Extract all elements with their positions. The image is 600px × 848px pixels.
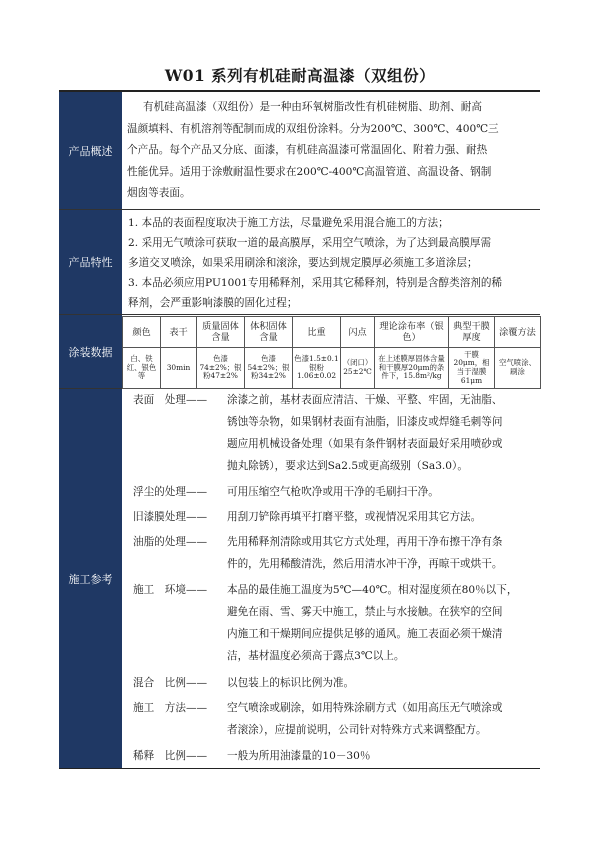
construction-item-line: 洁，基材温度必须高于露点3℃以上。: [227, 650, 405, 662]
construction-item-line: 先用稀释剂清除或用其它方式处理，再用干净布擦干净有条: [227, 536, 503, 548]
features-line: 多道交叉喷涂，如果采用刷涂和滚涂，要达到规定膜厚必须施工多道涂层；: [128, 257, 478, 269]
divider: [59, 209, 540, 210]
table-cell: 空气喷涂、刷涂: [495, 348, 541, 389]
features-line: 1. 本品的表面程度取决于施工方法，尽量避免采用混合施工的方法；: [128, 217, 449, 229]
section-label-features: 产品特性: [59, 210, 122, 314]
product-sheet: [59, 90, 540, 769]
table-header: 比重: [293, 317, 341, 348]
table-header: 典型干膜厚度: [449, 317, 495, 348]
document-title: W01 系列有机硅耐高温漆（双组份）: [164, 66, 436, 85]
construction-item-label: 浮尘的处理——: [133, 486, 208, 498]
construction-item-line: 件的，先用稀酸清洗，然后用清水冲干净，再晾干或烘干。: [227, 558, 503, 570]
construction-item-line: 抛丸除锈），要求达到Sa2.5或更高级别（Sa3.0）。: [227, 460, 468, 472]
construction-item-line: 以包装上的标识比例为准。: [227, 677, 355, 689]
table-header: 涂覆方法: [495, 317, 541, 348]
construction-item-line: 可用压缩空气枪吹净或用干净的毛刷扫干净。: [227, 486, 439, 498]
construction-item-line: 锈蚀等杂物，如果钢材表面有油脂，旧漆皮或焊缝毛刺等问: [227, 416, 503, 428]
construction-item-label: 旧漆膜处理——: [133, 511, 208, 523]
construction-item-label: 混合 比例——: [133, 677, 208, 689]
table-cell: 30min: [161, 348, 197, 389]
section-label-coating: 涂装数据: [59, 315, 122, 388]
construction-item-line: 涂漆之前，基材表面应清洁、干燥、平整、牢固，无油脂、: [227, 394, 503, 406]
features-line: 释剂，会严重影响漆膜的固化过程；: [128, 297, 298, 309]
construction-item-line: 用刮刀铲除再填平打磨平整，或视情况采用其它方法。: [227, 511, 482, 523]
overview-line: 性能优异。适用于涂敷耐温性要求在200℃-400℃高温管道、高温设备、钢制: [127, 165, 492, 178]
construction-item-line: 本品的最佳施工温度为5℃—40℃。相对湿度须在80％以下，: [227, 584, 518, 596]
coating-data-table: [122, 316, 541, 389]
table-cell: （闭口）25±2℃: [341, 348, 375, 389]
construction-item-label: 稀释 比例——: [133, 750, 208, 762]
construction-item-line: 内施工和干燥期间应提供足够的通风。施工表面必须干燥清: [227, 628, 503, 640]
table-header: 颜色: [123, 317, 161, 348]
table-cell: 干膜20μm，相当于湿膜61μm: [449, 348, 495, 389]
features-line: 2. 采用无气喷涂可获取一道的最高膜厚，采用空气喷涂，为了达到最高膜厚需: [128, 237, 492, 249]
table-cell: 色漆74±2%；银粉47±2%: [197, 348, 245, 389]
table-header: 表干: [161, 317, 197, 348]
table-cell: 色漆1.5±0.1 银粉1.06±0.02: [293, 348, 341, 389]
construction-item-line: 题应用机械设备处理（如果有条件钢材表面最好采用喷砂或: [227, 438, 503, 450]
table-row: [123, 348, 541, 389]
construction-item-label: 表面 处理——: [133, 394, 208, 406]
section-label-construction: 施工参考: [59, 389, 122, 768]
table-header-row: [123, 317, 541, 348]
construction-item-label: 油脂的处理——: [133, 536, 208, 548]
construction-item-label: 施工 环境——: [133, 584, 208, 596]
table-cell: 白、铁红、银色等: [123, 348, 161, 389]
construction-item-line: 空气喷涂或刷涂，如用特殊涂刷方式（如用高压无气喷涂或: [227, 702, 503, 714]
table-cell: 在上述膜厚固体含量和干膜厚20μm的条件下，15.8m²/kg: [375, 348, 449, 389]
table-cell: 色漆54±2%；银粉34±2%: [245, 348, 293, 389]
construction-item-line: 避免在雨、雪、雾天中施工，禁止与水接触。在狭窄的空间: [227, 606, 503, 618]
overview-line: 烟囱等表面。: [127, 187, 191, 199]
table-header: 体积固体含量: [245, 317, 293, 348]
overview-line: 有机硅高温漆（双组份）是一种由环氧树脂改性有机硅树脂、助剂、耐高: [143, 101, 482, 113]
table-header: 质量固体含量: [197, 317, 245, 348]
section-label-overview: 产品概述: [59, 92, 122, 209]
features-text: [122, 213, 540, 313]
table-header: 闪点: [341, 317, 375, 348]
features-line: 3. 本品必须应用PU1001专用稀释剂，采用其它稀释剂，特别是含醇类溶剂的稀: [128, 277, 503, 289]
overview-line: 个产品。每个产品又分底、面漆，有机硅高温漆可常温固化、附着力强、耐热: [127, 144, 488, 156]
overview-text: [122, 97, 540, 205]
divider: [59, 314, 540, 315]
table-header: 理论涂布率（银色）: [375, 317, 449, 348]
overview-line: 温颜填料、有机溶剂等配制而成的双组份涂料。分为200℃、300℃、400℃三: [127, 122, 499, 135]
construction-item-label: 施工 方法——: [133, 702, 208, 714]
construction-item-line: 一般为所用油漆量的10－30％: [227, 750, 371, 762]
construction-item-line: 者滚涂），应提前说明，公司针对特殊方式来调整配方。: [227, 724, 487, 736]
